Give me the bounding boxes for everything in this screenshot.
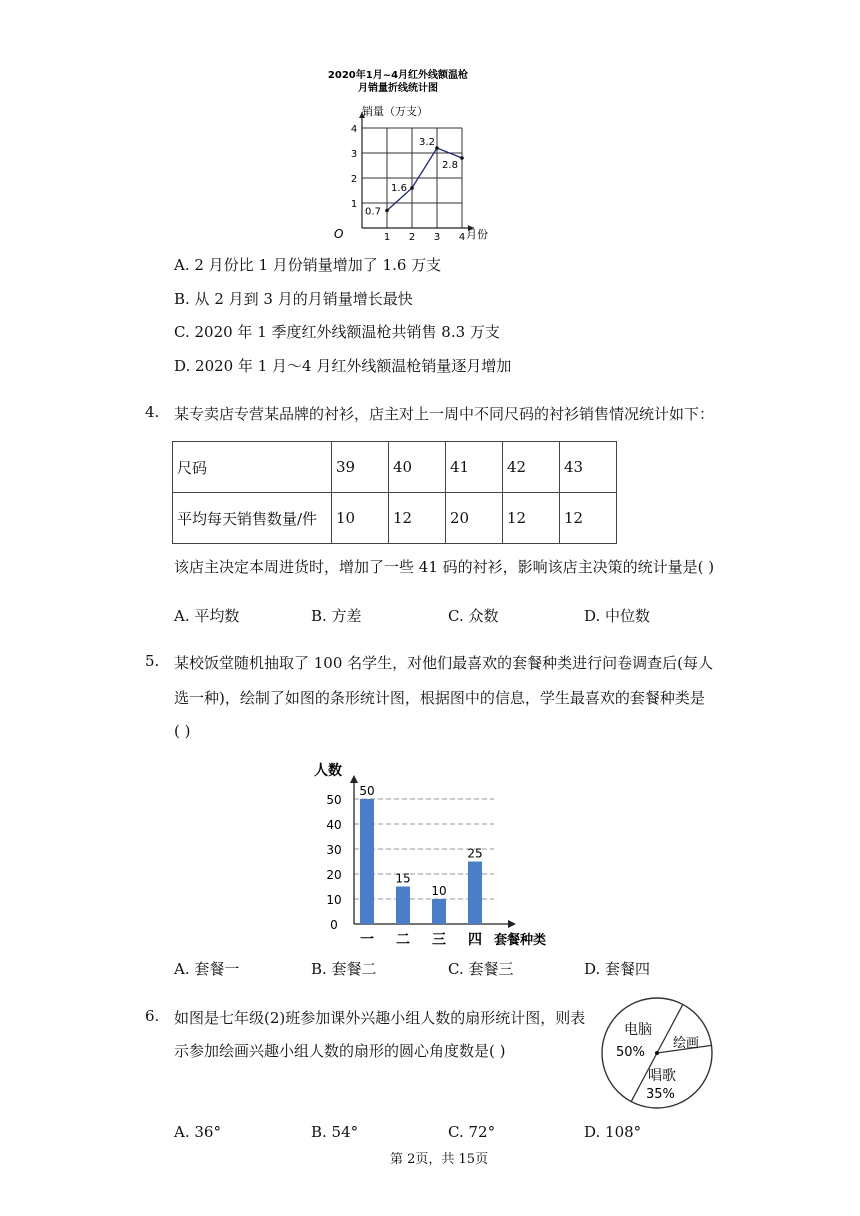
category-label: 一 bbox=[360, 932, 374, 948]
line-chart-title-2: 月销量折线统计图 bbox=[358, 83, 438, 94]
q5-option-a[interactable]: A. 套餐一 bbox=[174, 960, 240, 978]
q6-option-b[interactable]: B. 54° bbox=[311, 1123, 359, 1141]
bar bbox=[468, 862, 482, 925]
x-tick-label: 4 bbox=[458, 232, 466, 243]
y-tick-label: 4 bbox=[350, 124, 358, 135]
table-cell: 20 bbox=[446, 493, 503, 544]
bar-value-label: 10 bbox=[431, 884, 447, 898]
y-tick-label: 0 bbox=[330, 918, 338, 932]
table-cell: 40 bbox=[389, 442, 446, 493]
x-tick-label: 1 bbox=[383, 232, 391, 243]
bar bbox=[396, 887, 410, 925]
line-chart-ylabel: 销量（万支） bbox=[362, 105, 428, 118]
x-axis-arrow bbox=[508, 920, 516, 928]
line-chart-title-1: 2020年1月~4月红外线额温枪 bbox=[327, 70, 469, 81]
q4-option-a[interactable]: A. 平均数 bbox=[174, 607, 240, 625]
y-tick-label: 1 bbox=[350, 199, 358, 210]
pie-label-singing: 唱歌 bbox=[648, 1068, 676, 1084]
pie-percent-computer: 50% bbox=[616, 1045, 645, 1060]
data-label: 2.8 bbox=[442, 160, 458, 171]
category-label: 四 bbox=[468, 932, 482, 948]
q5-option-d[interactable]: D. 套餐四 bbox=[584, 960, 651, 978]
q4-followup: 该店主决定本周进货时，增加了一些 41 码的衬衫，影响该店主决策的统计量是( ) bbox=[174, 558, 715, 576]
bar-value-label: 25 bbox=[467, 846, 483, 861]
pie-center bbox=[655, 1051, 659, 1055]
bar-chart-ylabel: 人数 bbox=[314, 763, 342, 779]
y-tick-label: 30 bbox=[326, 843, 342, 857]
size-sales-table bbox=[172, 441, 617, 544]
y-tick-label: 10 bbox=[326, 893, 342, 907]
q5-option-c[interactable]: C. 套餐三 bbox=[448, 960, 514, 978]
page-footer: 第 2页，共 15页 bbox=[390, 1152, 489, 1167]
bar-chart-xlabel: 套餐种类 bbox=[494, 933, 547, 948]
bar bbox=[432, 899, 446, 924]
table-cell: 10 bbox=[332, 493, 389, 544]
q6-line-2: 示参加绘画兴趣小组人数的扇形的圆心角度数是( ) bbox=[174, 1042, 506, 1060]
q4-stem: 某专卖店专营某品牌的衬衫，店主对上一周中不同尺码的衬衫销售情况统计如下： bbox=[174, 405, 715, 423]
y-tick-label: 40 bbox=[326, 818, 342, 832]
y-tick-label: 2 bbox=[350, 174, 358, 185]
q5-option-b[interactable]: B. 套餐二 bbox=[311, 960, 377, 978]
q4-number: 4. bbox=[145, 403, 160, 421]
y-tick-label: 20 bbox=[326, 868, 342, 882]
table-cell: 12 bbox=[560, 493, 617, 544]
q3-option-b[interactable]: B. 从 2 月到 3 月的月销量增长最快 bbox=[174, 290, 413, 308]
category-label: 三 bbox=[432, 932, 446, 948]
q4-option-d[interactable]: D. 中位数 bbox=[584, 607, 651, 625]
q5-line-1: 某校饭堂随机抽取了 100 名学生，对他们最喜欢的套餐种类进行问卷调查后(每人 bbox=[174, 654, 714, 672]
data-label: 1.6 bbox=[391, 183, 407, 194]
y-tick-label: 3 bbox=[350, 149, 358, 160]
series-line bbox=[387, 148, 462, 211]
data-point bbox=[435, 146, 439, 150]
pie-chart bbox=[598, 994, 716, 1112]
q3-option-d[interactable]: D. 2020 年 1 月～4 月红外线额温枪销量逐月增加 bbox=[174, 357, 512, 375]
q6-option-a[interactable]: A. 36° bbox=[174, 1123, 221, 1141]
pie-label-computer: 电脑 bbox=[624, 1022, 652, 1038]
table-cell: 尺码 bbox=[173, 442, 332, 493]
q4-option-b[interactable]: B. 方差 bbox=[311, 607, 362, 625]
table-cell: 平均每天销售数量/件 bbox=[173, 493, 332, 544]
q5-line-2: 选一种)，绘制了如图的条形统计图，根据图中的信息，学生最喜欢的套餐种类是 bbox=[174, 689, 705, 707]
data-point bbox=[410, 186, 414, 190]
data-point bbox=[385, 209, 389, 213]
line-chart bbox=[320, 66, 500, 246]
bar-value-label: 15 bbox=[395, 871, 411, 886]
q6-line-1: 如图是七年级(2)班参加课外兴趣小组人数的扇形统计图，则表 bbox=[174, 1009, 586, 1027]
line-chart-origin: O bbox=[334, 227, 344, 241]
x-tick-label: 3 bbox=[433, 232, 441, 243]
table-cell: 42 bbox=[503, 442, 560, 493]
q5-line-3: ( ) bbox=[174, 722, 191, 740]
q3-option-c[interactable]: C. 2020 年 1 季度红外线额温枪共销售 8.3 万支 bbox=[174, 323, 500, 341]
category-label: 二 bbox=[396, 932, 410, 948]
q6-option-c[interactable]: C. 72° bbox=[448, 1123, 496, 1141]
table-cell: 43 bbox=[560, 442, 617, 493]
q6-number: 6. bbox=[145, 1007, 160, 1025]
bar bbox=[360, 799, 374, 924]
bar-chart bbox=[306, 758, 558, 952]
table-row bbox=[173, 442, 617, 493]
y-axis-arrow bbox=[350, 775, 358, 783]
table-cell: 39 bbox=[332, 442, 389, 493]
q6-option-d[interactable]: D. 108° bbox=[584, 1123, 642, 1141]
data-label: 0.7 bbox=[365, 206, 381, 218]
table-cell: 12 bbox=[389, 493, 446, 544]
table-cell: 41 bbox=[446, 442, 503, 493]
table-cell: 12 bbox=[503, 493, 560, 544]
q5-number: 5. bbox=[145, 652, 160, 670]
y-tick-label: 50 bbox=[326, 793, 342, 807]
bar-value-label: 50 bbox=[359, 784, 375, 798]
data-point bbox=[460, 156, 464, 160]
data-label: 3.2 bbox=[419, 137, 435, 148]
line-chart-xlabel: 月份 bbox=[466, 228, 488, 241]
q4-option-c[interactable]: C. 众数 bbox=[448, 607, 499, 625]
q3-option-a[interactable]: A. 2 月份比 1 月份销量增加了 1.6 万支 bbox=[174, 256, 442, 274]
pie-percent-singing: 35% bbox=[646, 1087, 675, 1102]
x-tick-label: 2 bbox=[408, 232, 416, 243]
pie-label-drawing: 绘画 bbox=[673, 1036, 700, 1051]
table-row bbox=[173, 493, 617, 544]
